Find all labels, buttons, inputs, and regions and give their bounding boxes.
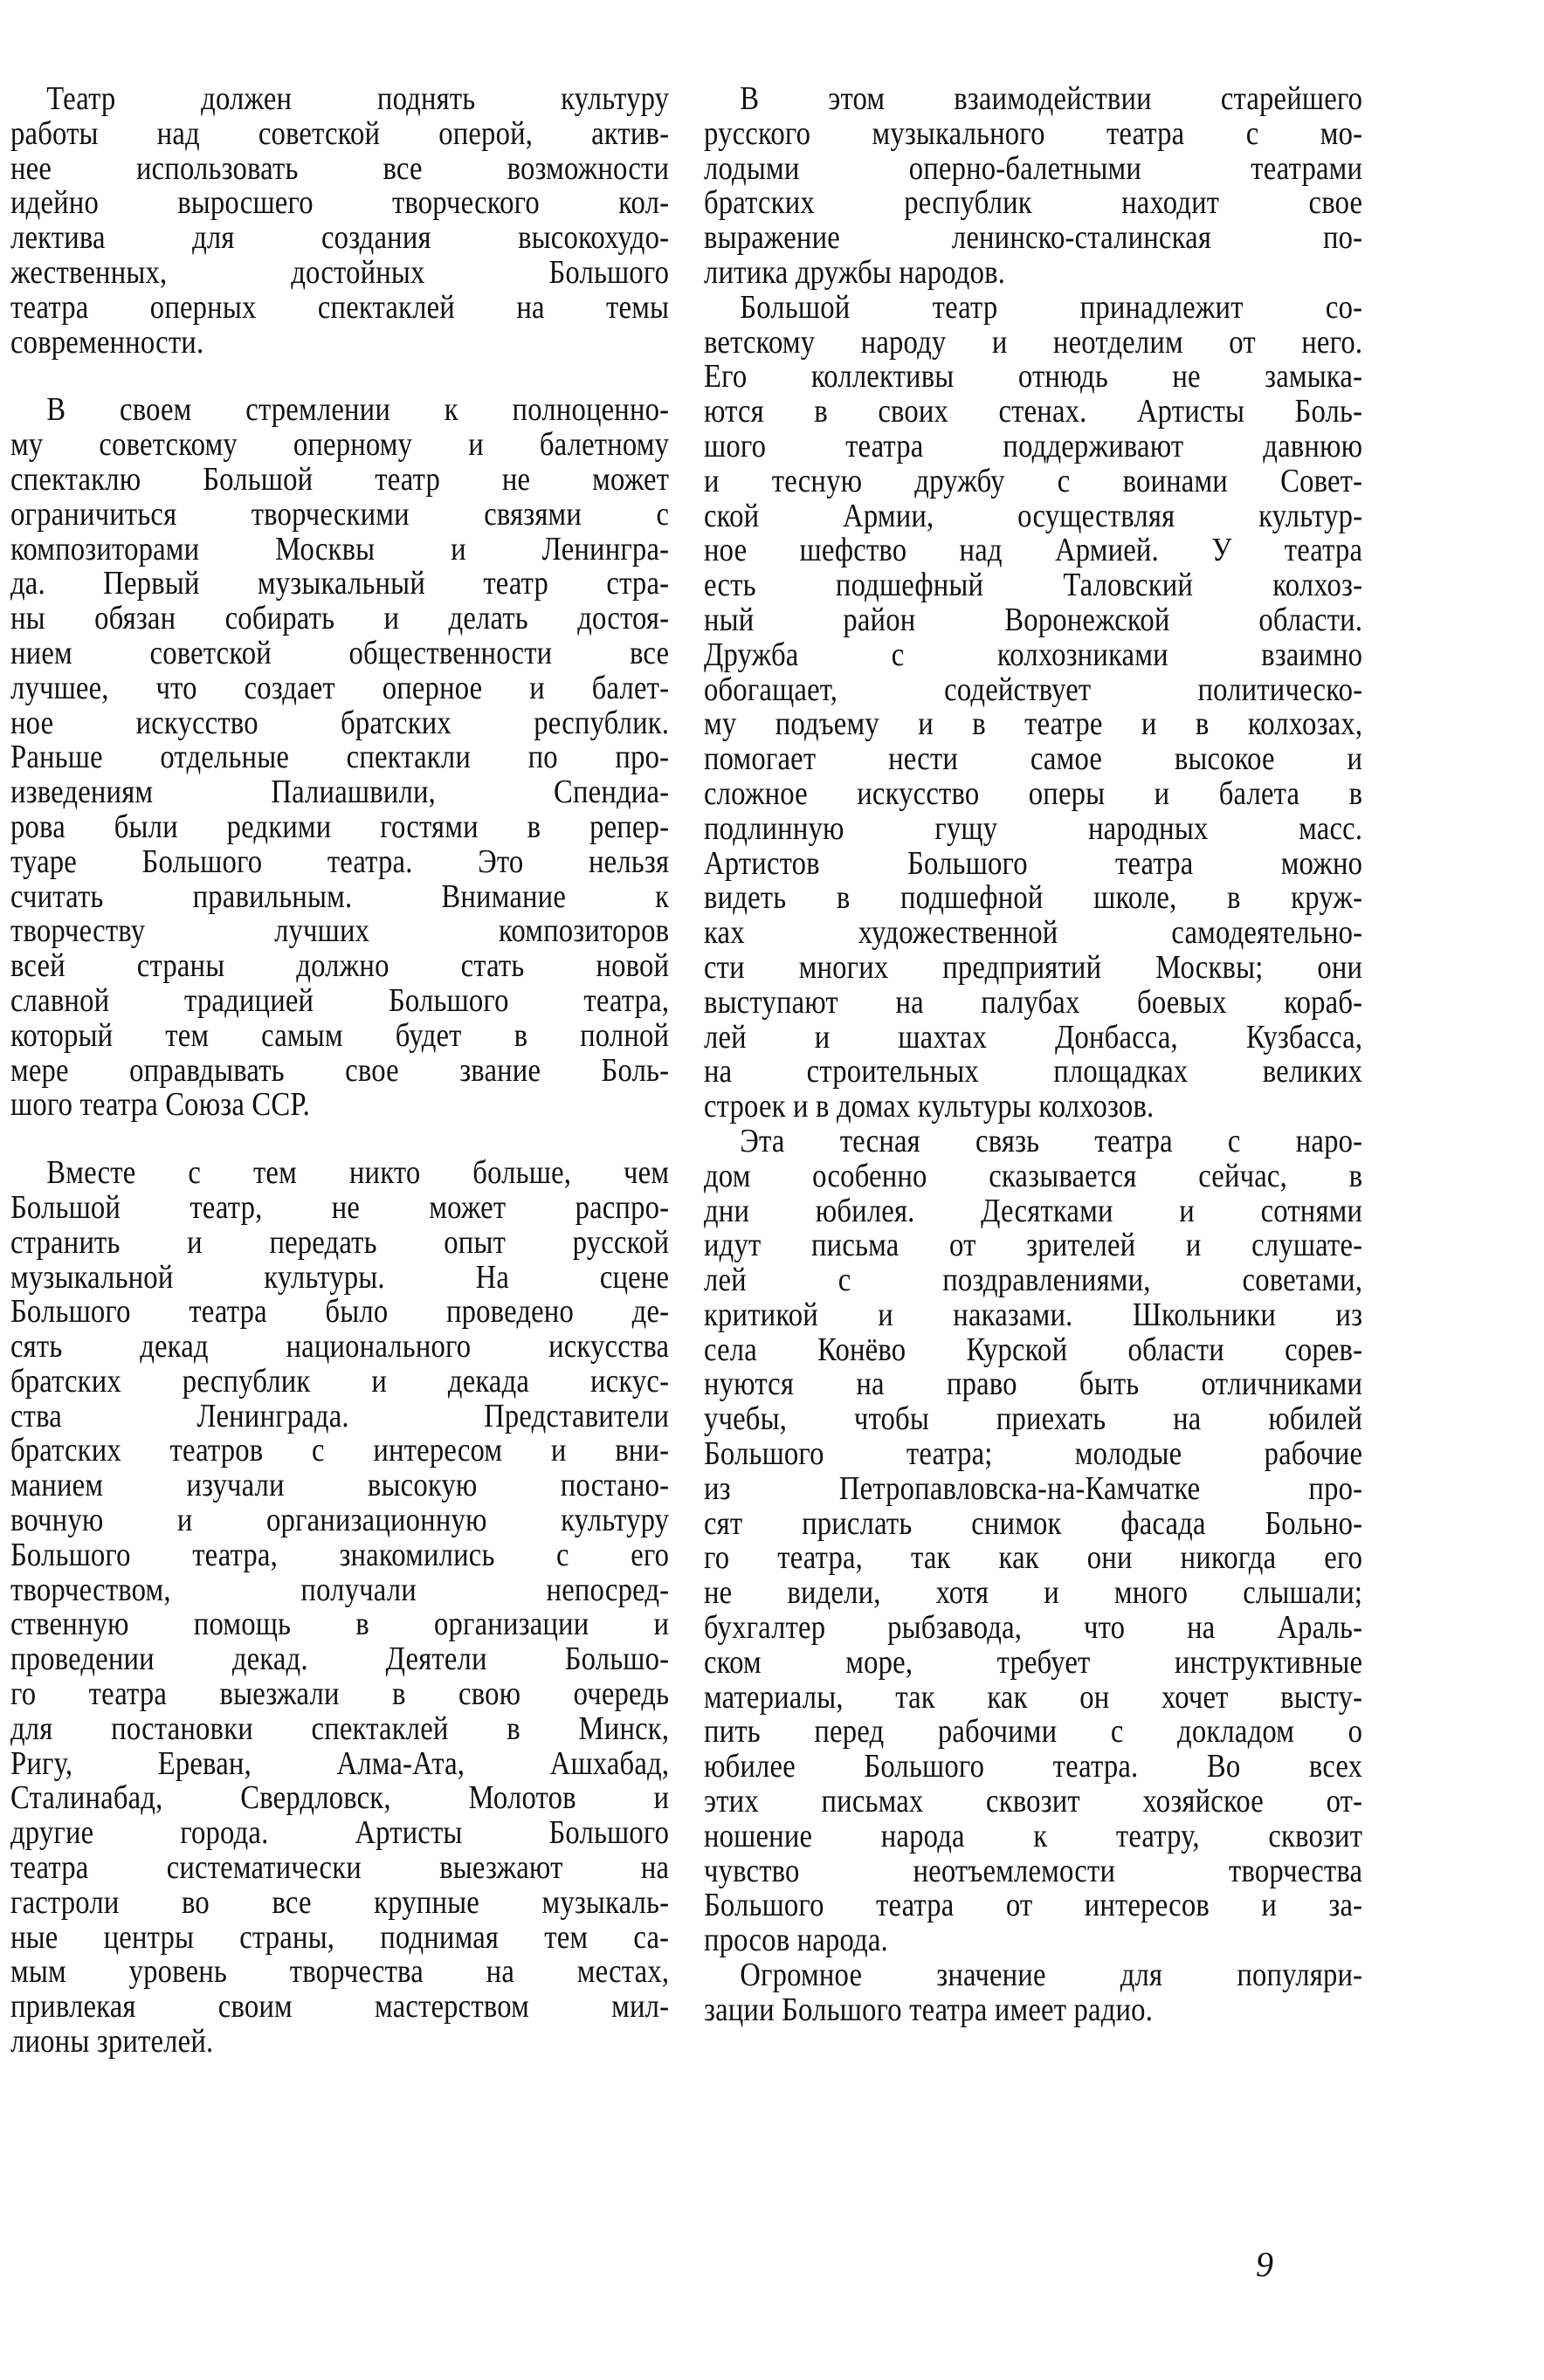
left-column bbox=[10, 82, 671, 2060]
text-line: братских республик и декада искус- bbox=[10, 1362, 670, 1400]
text-line: ное шефство над Армией. У театра bbox=[704, 532, 1363, 569]
text-line: сложное искусство оперы и балета в bbox=[704, 774, 1363, 812]
text-line: ства Ленинграда. Представители bbox=[10, 1397, 670, 1434]
text-line: и тесную дружбу с воинами Совет- bbox=[704, 462, 1363, 499]
text-line: зации Большого театра имеет радио. bbox=[704, 1991, 1154, 2028]
text-line: пить перед рабочими с докладом о bbox=[704, 1713, 1363, 1751]
text-line: го театра выезжали в свою очередь bbox=[10, 1675, 670, 1713]
text-line: му советскому оперному и балетному bbox=[10, 426, 670, 464]
text-line: есть подшефный Таловский колхоз- bbox=[704, 567, 1363, 604]
text-line: юбилее Большого театра. Во всех bbox=[704, 1748, 1363, 1785]
text-line: Вместе с тем никто больше, чем bbox=[46, 1154, 670, 1192]
text-line: русского музыкального театра с мо- bbox=[704, 114, 1363, 152]
paragraph bbox=[704, 1122, 1364, 1959]
text-line: на строительных площадках великих bbox=[704, 1053, 1363, 1090]
text-line: Большого театра; молодые рабочие bbox=[704, 1435, 1363, 1473]
text-line: работы над советской оперой, актив- bbox=[10, 114, 670, 152]
text-line: лодыми оперно-балетными театрами bbox=[704, 149, 1363, 187]
text-line: видеть в подшефной школе, в круж- bbox=[704, 879, 1363, 917]
text-line: просов народа. bbox=[704, 1922, 888, 1959]
text-line: гастроли во все крупные музыкаль- bbox=[10, 1883, 670, 1921]
text-line: подлинную гущу народных масс. bbox=[704, 809, 1363, 847]
text-line: для постановки спектаклей в Минск, bbox=[10, 1709, 670, 1747]
text-line: Ригу, Ереван, Алма-Ата, Ашхабад, bbox=[10, 1744, 670, 1782]
text-line: Дружба с колхозниками взаимно bbox=[704, 636, 1363, 673]
text-line: нее использовать все возможности bbox=[10, 149, 670, 187]
text-line: ском море, требует инструктивные bbox=[704, 1643, 1363, 1681]
text-line: композиторами Москвы и Ленингра- bbox=[10, 530, 670, 567]
text-line: спектаклю Большой театр не может bbox=[10, 460, 670, 498]
text-line: шого театра Союза ССР. bbox=[10, 1086, 310, 1124]
text-line: считать правильным. Внимание к bbox=[10, 877, 670, 915]
paragraph bbox=[10, 1156, 671, 2060]
text-line: нием советской общественности все bbox=[10, 634, 670, 671]
text-line: ветскому народу и неотделим от него. bbox=[704, 323, 1363, 361]
text-line: сят прислать снимок фасада Больно- bbox=[704, 1504, 1363, 1542]
text-line: ные центры страны, поднимая тем са- bbox=[10, 1918, 670, 1956]
text-line: не видели, хотя и много слышали; bbox=[704, 1574, 1363, 1612]
paragraph bbox=[704, 1958, 1364, 2028]
text-line: литика дружбы народов. bbox=[704, 253, 1006, 291]
text-line: Эта тесная связь театра с наро- bbox=[740, 1122, 1363, 1159]
text-line: села Конёво Курской области сорев- bbox=[704, 1331, 1363, 1368]
text-line: братских театров с интересом и вни- bbox=[10, 1432, 670, 1469]
text-line: творчеством, получали непосред- bbox=[10, 1571, 670, 1608]
page-number: 9 bbox=[1256, 2245, 1273, 2284]
text-line: выражение ленинско-сталинская по- bbox=[704, 219, 1363, 257]
text-line: Сталинабад, Свердловск, Молотов и bbox=[10, 1779, 670, 1817]
text-line: лучшее, что создает оперное и балет- bbox=[10, 669, 670, 706]
text-line: бухгалтер рыбзавода, что на Араль- bbox=[704, 1609, 1363, 1647]
text-line: го театра, так как они никогда его bbox=[704, 1539, 1363, 1577]
right-column bbox=[704, 82, 1364, 2028]
text-line: лей и шахтах Донбасса, Кузбасса, bbox=[704, 1018, 1363, 1056]
text-line: обогащает, содействует политическо- bbox=[704, 671, 1363, 708]
text-line: этих письмах сквозит хозяйское от- bbox=[704, 1783, 1363, 1820]
text-line: материалы, так как он хочет высту- bbox=[704, 1678, 1363, 1716]
text-line: Большого театра, знакомились с его bbox=[10, 1536, 670, 1573]
text-line: Большой театр, не может распро- bbox=[10, 1188, 670, 1226]
text-line: Артистов Большого театра можно bbox=[704, 844, 1363, 882]
text-line: привлекая своим мастерством мил- bbox=[10, 1988, 670, 2026]
text-line: ный район Воронежской области. bbox=[704, 601, 1363, 638]
text-line: жественных, достойных Большого bbox=[10, 253, 670, 291]
paragraph bbox=[704, 82, 1364, 291]
text-line: идут письма от зрителей и слушате- bbox=[704, 1227, 1363, 1264]
text-line: сять декад национального искусства bbox=[10, 1328, 670, 1365]
text-line: лионы зрителей. bbox=[10, 2023, 214, 2060]
text-line: строек и в домах культуры колхозов. bbox=[704, 1088, 1155, 1125]
text-line: да. Первый музыкальный театр стра- bbox=[10, 565, 670, 602]
text-line: ношение народа к театру, сквозит bbox=[704, 1817, 1363, 1854]
paragraph bbox=[704, 288, 1364, 1125]
text-line: музыкальной культуры. На сцене bbox=[10, 1258, 670, 1296]
text-line: театра оперных спектаклей на темы bbox=[10, 288, 670, 326]
text-line: театра систематически выезжают на bbox=[10, 1849, 670, 1887]
text-line: Большой театр принадлежит со- bbox=[740, 288, 1363, 326]
text-line: ное искусство братских республик. bbox=[10, 704, 670, 741]
text-line: ках художественной самодеятельно- bbox=[704, 914, 1363, 952]
text-line: критикой и наказами. Школьники из bbox=[704, 1296, 1363, 1333]
text-line: ской Армии, осуществляя культур- bbox=[704, 497, 1363, 534]
text-line: нуются на право быть отличниками bbox=[704, 1365, 1363, 1403]
text-line: ограничиться творческими связями с bbox=[10, 495, 670, 533]
text-line: сти многих предприятий Москвы; они bbox=[704, 948, 1363, 986]
text-line: изведениям Палиашвили, Спендиа- bbox=[10, 774, 670, 811]
text-line: Большого театра было проведено де- bbox=[10, 1293, 670, 1331]
text-line: ются в своих стенах. Артисты Боль- bbox=[704, 393, 1363, 430]
text-line: туаре Большого театра. Это нельзя bbox=[10, 843, 670, 880]
text-line: творчеству лучших композиторов bbox=[10, 912, 670, 950]
text-line: дом особенно сказывается сейчас, в bbox=[704, 1157, 1363, 1194]
text-line: братских республик находит свое bbox=[704, 184, 1363, 222]
text-line: из Петропавловска-на-Камчатке про- bbox=[704, 1469, 1363, 1507]
text-line: шого театра поддерживают давнюю bbox=[704, 427, 1363, 464]
text-line: идейно выросшего творческого кол- bbox=[10, 184, 670, 222]
text-line: Раньше отдельные спектакли по про- bbox=[10, 739, 670, 776]
text-line: проведении декад. Деятели Большо- bbox=[10, 1641, 670, 1678]
text-line: мере оправдывать свое звание Боль- bbox=[10, 1051, 670, 1089]
text-line: му подъему и в театре и в колхозах, bbox=[704, 705, 1363, 743]
text-line: манием изучали высокую постано- bbox=[10, 1467, 670, 1504]
text-line: вочную и организационную культуру bbox=[10, 1502, 670, 1539]
text-line: лектива для создания высокохудо- bbox=[10, 219, 670, 257]
text-line: Его коллективы отнюдь не замыка- bbox=[704, 358, 1363, 396]
text-line: В своем стремлении к полноценно- bbox=[46, 391, 670, 429]
text-line: славной традицией Большого театра, bbox=[10, 981, 670, 1019]
text-line: рова были редкими гостями в репер- bbox=[10, 808, 670, 845]
text-line: Большого театра от интересов и за- bbox=[704, 1887, 1363, 1924]
text-line: чувство неотъемлемости творчества bbox=[704, 1852, 1363, 1889]
text-line: учебы, чтобы приехать на юбилей bbox=[704, 1400, 1363, 1438]
text-line: другие города. Артисты Большого bbox=[10, 1814, 670, 1852]
text-line: мым уровень творчества на местах, bbox=[10, 1953, 670, 1991]
text-line: ны обязан собирать и делать достоя- bbox=[10, 600, 670, 637]
text-line: Театр должен поднять культуру bbox=[46, 80, 670, 117]
text-line: современности. bbox=[10, 323, 204, 361]
text-line: выступают на палубах боевых кораб- bbox=[704, 983, 1363, 1021]
text-line: В этом взаимодействии старейшего bbox=[740, 80, 1363, 117]
text-line: дни юбилея. Десятками и сотнями bbox=[704, 1192, 1363, 1229]
text-line: Огромное значение для популяри- bbox=[740, 1957, 1363, 1994]
text-line: странить и передать опыт русской bbox=[10, 1223, 670, 1261]
text-line: всей страны должно стать новой bbox=[10, 947, 670, 985]
text-line: лей с поздравлениями, советами, bbox=[704, 1262, 1363, 1299]
paragraph bbox=[10, 393, 671, 1123]
text-line: ственную помощь в организации и bbox=[10, 1606, 670, 1643]
text-line: помогает нести самое высокое и bbox=[704, 740, 1363, 778]
paragraph bbox=[10, 82, 671, 360]
text-line: который тем самым будет в полной bbox=[10, 1016, 670, 1054]
